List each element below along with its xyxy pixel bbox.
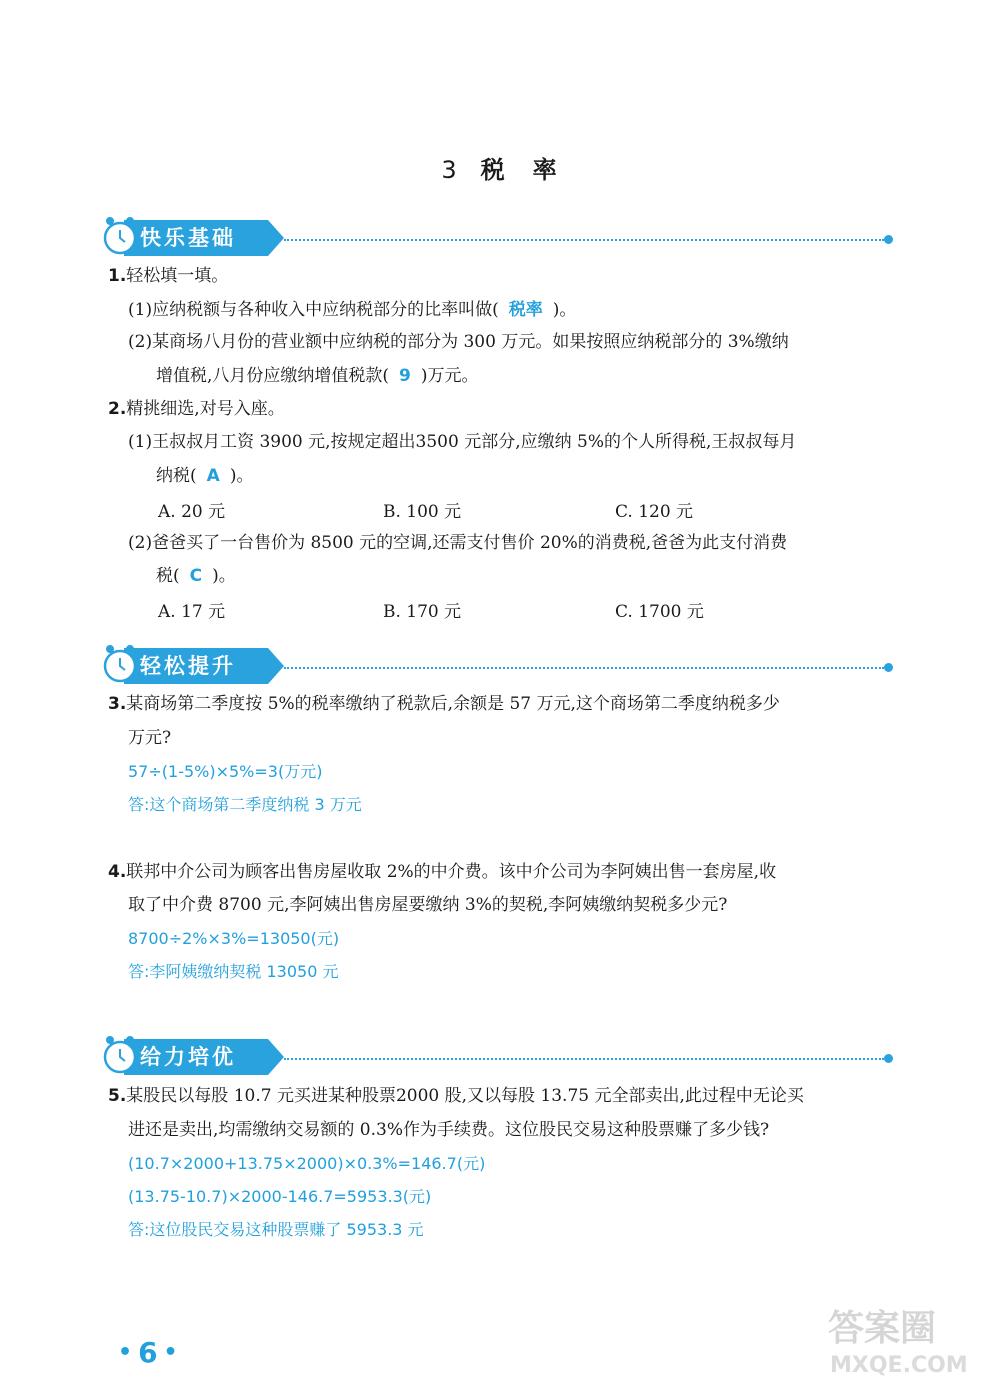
section-title: 快乐基础 — [140, 226, 236, 250]
question-text: 纳税( — [156, 466, 197, 486]
answer-formula: (10.7×2000+13.75×2000)×0.3%=146.7(元) — [128, 1154, 486, 1173]
answer-fill: 税率 — [508, 300, 543, 320]
answer-formula: (13.75-10.7)×2000-146.7=5953.3(元) — [128, 1187, 432, 1206]
section-title: 轻松提升 — [140, 654, 236, 678]
watermark-url: MXQE.COM — [830, 1353, 968, 1378]
answer-fill: 9 — [399, 366, 411, 386]
question-1-part-2-line-1: (2)某商场八月份的营业额中应纳税的部分为 300 万元。如果按照应纳税部分的 3%缴纳 — [128, 332, 789, 352]
question-number: 5. — [108, 1086, 127, 1106]
section-header-basic — [100, 212, 900, 256]
title-char-2: 率 — [532, 156, 559, 184]
answer-fill: A — [206, 466, 220, 486]
option-b: B. 100 元 — [383, 502, 462, 522]
question-text: (1)应纳税额与各种收入中应纳税部分的比率叫做( — [128, 300, 499, 320]
question-1-stem — [108, 264, 228, 288]
question-text: )万元。 — [420, 366, 479, 386]
question-text: 税( — [156, 566, 180, 586]
dotted-divider — [284, 667, 884, 669]
question-text: 某商场第二季度按 5%的税率缴纳了税款后,余额是 57 万元,这个商场第二季度纳税多少 — [126, 694, 780, 714]
question-5-line-1 — [108, 1084, 804, 1108]
section-header-advanced — [100, 1031, 900, 1075]
page-number: •6• — [118, 1336, 184, 1369]
answer-statement: 答:这位股民交易这种股票赚了 5953.3 元 — [128, 1220, 424, 1239]
question-number: 4. — [108, 862, 127, 882]
section-badge — [100, 212, 290, 256]
option-a: A. 17 元 — [158, 602, 226, 622]
option-c: C. 120 元 — [615, 502, 694, 522]
section-header-improve — [100, 640, 900, 684]
question-text: )。 — [212, 566, 236, 586]
question-text: 某股民以每股 10.7 元买进某种股票2000 股,又以每股 13.75 元全部卖出,此过程中无论买 — [126, 1086, 804, 1106]
answer-fill: C — [189, 566, 203, 586]
option-a: A. 20 元 — [158, 502, 226, 522]
divider-dot — [884, 1054, 893, 1063]
question-3-line-2: 万元? — [128, 728, 172, 748]
option-b: B. 170 元 — [383, 602, 462, 622]
question-1-part-2-line-2 — [156, 364, 479, 388]
question-5-line-2: 进还是卖出,均需缴纳交易额的 0.3%作为手续费。这位股民交易这种股票赚了多少钱? — [128, 1120, 770, 1140]
question-text: 精挑细选,对号入座。 — [126, 399, 285, 419]
page-title — [0, 150, 1000, 185]
dotted-divider — [284, 239, 884, 241]
question-2-part-2-line-2 — [156, 564, 236, 588]
question-text: 增值税,八月份应缴纳增值税款( — [156, 366, 390, 386]
answer-statement: 答:李阿姨缴纳契税 13050 元 — [128, 962, 339, 981]
question-text: )。 — [229, 466, 254, 486]
answer-formula: 57÷(1-5%)×5%=3(万元) — [128, 762, 323, 781]
question-4-line-1 — [108, 860, 776, 884]
dotted-divider — [284, 1058, 884, 1060]
section-title: 给力培优 — [140, 1045, 236, 1069]
question-2-part-1-line-1: (1)王叔叔月工资 3900 元,按规定超出3500 元部分,应缴纳 5%的个人所得税,王叔叔每月 — [128, 432, 797, 452]
question-4-line-2: 取了中介费 8700 元,李阿姨出售房屋要缴纳 3%的契税,李阿姨缴纳契税多少元? — [128, 895, 728, 915]
option-c: C. 1700 元 — [615, 602, 704, 622]
question-2-stem — [108, 397, 285, 421]
question-text: 联邦中介公司为顾客出售房屋收取 2%的中介费。该中介公司为李阿姨出售一套房屋,收 — [126, 862, 777, 882]
question-text: )。 — [552, 300, 577, 320]
lesson-number: 3 — [441, 156, 459, 184]
question-number: 2. — [108, 399, 127, 419]
question-3-line-1 — [108, 692, 780, 716]
question-1-part-1 — [128, 298, 576, 322]
divider-dot — [884, 663, 893, 672]
title-char-1: 税 — [480, 156, 507, 184]
watermark-text: 答案圈 — [828, 1308, 937, 1349]
section-badge — [100, 640, 290, 684]
section-badge — [100, 1031, 290, 1075]
page-number-value: 6 — [138, 1336, 164, 1369]
question-number: 3. — [108, 694, 127, 714]
answer-formula: 8700÷2%×3%=13050(元) — [128, 929, 340, 948]
divider-dot — [884, 235, 893, 244]
question-number: 1. — [108, 266, 127, 286]
answer-statement: 答:这个商场第二季度纳税 3 万元 — [128, 795, 362, 814]
question-2-part-1-line-2 — [156, 464, 253, 488]
question-text: 轻松填一填。 — [126, 266, 229, 286]
watermark-logo — [820, 1300, 980, 1380]
question-2-part-2-line-1: (2)爸爸买了一台售价为 8500 元的空调,还需支付售价 20%的消费税,爸爸为此支付消费 — [128, 533, 788, 553]
